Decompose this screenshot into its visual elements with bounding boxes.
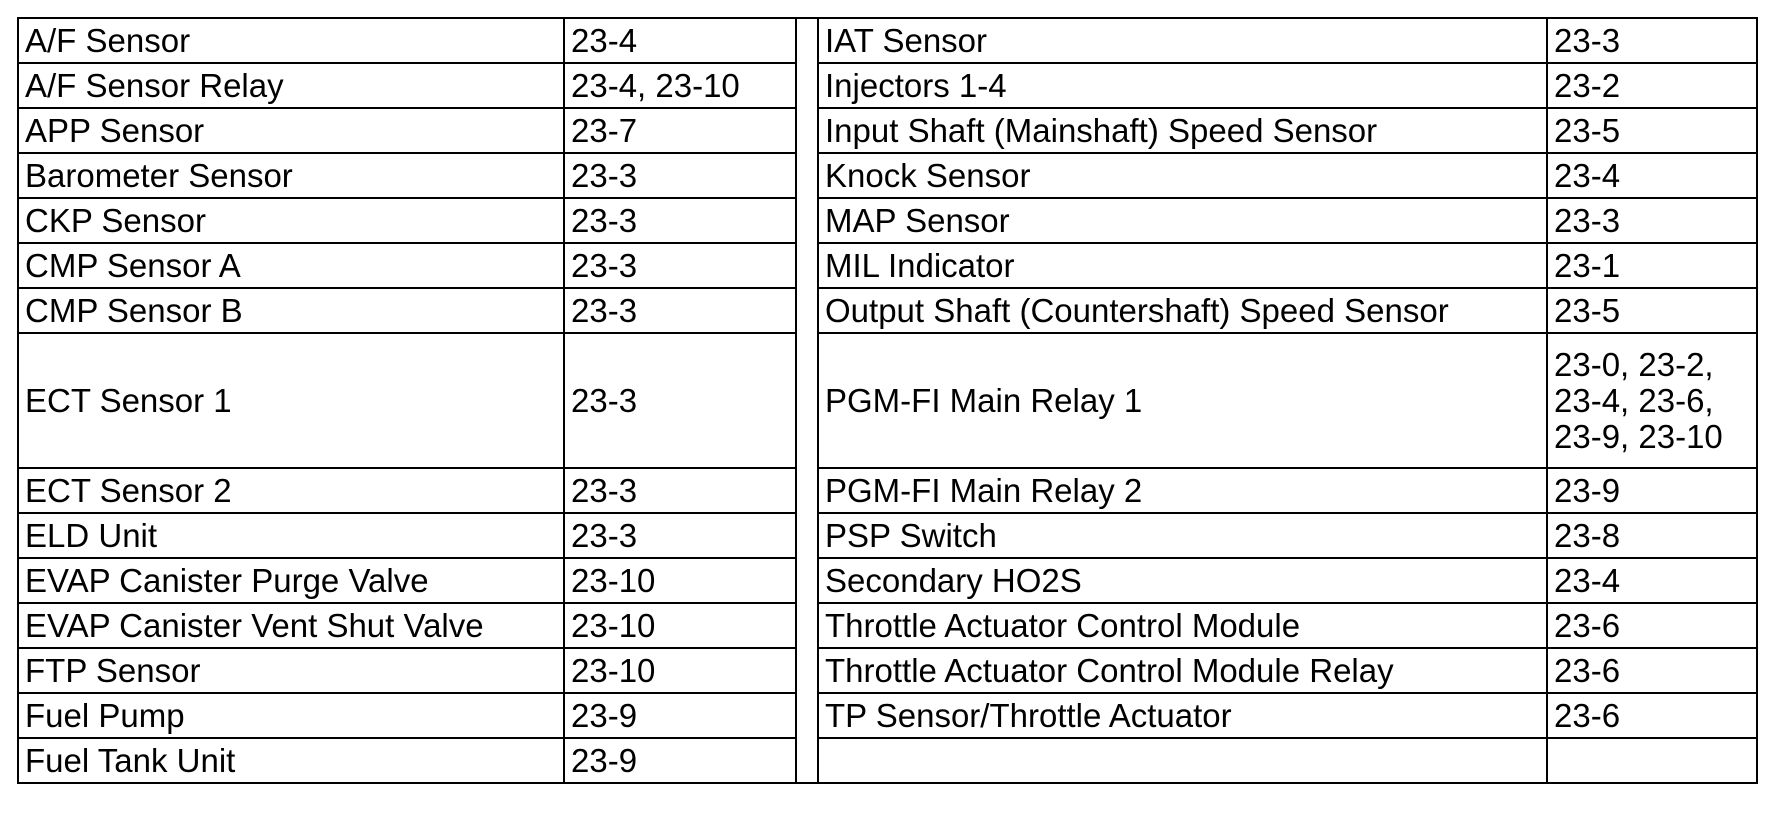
column-gap [796, 198, 818, 243]
right-component-cell: MIL Indicator [818, 243, 1547, 288]
right-ref-cell [1547, 738, 1757, 783]
left-component-cell: Fuel Pump [18, 693, 564, 738]
left-ref-cell: 23-3 [564, 513, 796, 558]
table-row [18, 63, 1757, 108]
left-component-cell: A/F Sensor [18, 18, 564, 63]
component-index-table [17, 17, 1758, 784]
right-ref-cell: 23-9 [1547, 468, 1757, 513]
right-component-cell: MAP Sensor [818, 198, 1547, 243]
left-ref-cell: 23-3 [564, 243, 796, 288]
right-component-cell: Injectors 1-4 [818, 63, 1547, 108]
left-ref-cell: 23-10 [564, 603, 796, 648]
table-row [18, 468, 1757, 513]
left-component-cell: Fuel Tank Unit [18, 738, 564, 783]
left-component-cell: CMP Sensor A [18, 243, 564, 288]
column-gap [796, 243, 818, 288]
right-component-cell: IAT Sensor [818, 18, 1547, 63]
right-component-cell: Secondary HO2S [818, 558, 1547, 603]
right-component-cell: PGM-FI Main Relay 1 [818, 333, 1547, 468]
table-row [18, 603, 1757, 648]
column-gap [796, 108, 818, 153]
column-gap [796, 63, 818, 108]
table-row [18, 333, 1757, 468]
left-ref-cell: 23-4 [564, 18, 796, 63]
table-row [18, 243, 1757, 288]
left-component-cell: APP Sensor [18, 108, 564, 153]
column-gap [796, 468, 818, 513]
table-row [18, 153, 1757, 198]
table-row [18, 558, 1757, 603]
table-row [18, 108, 1757, 153]
right-component-cell: Knock Sensor [818, 153, 1547, 198]
left-ref-cell: 23-3 [564, 333, 796, 468]
column-gap [796, 333, 818, 468]
left-ref-cell: 23-7 [564, 108, 796, 153]
left-component-cell: ELD Unit [18, 513, 564, 558]
right-ref-cell: 23-5 [1547, 108, 1757, 153]
component-index-body [18, 18, 1757, 783]
left-ref-cell: 23-9 [564, 738, 796, 783]
column-gap [796, 18, 818, 63]
left-ref-cell: 23-10 [564, 648, 796, 693]
left-component-cell: A/F Sensor Relay [18, 63, 564, 108]
left-ref-cell: 23-10 [564, 558, 796, 603]
table-row [18, 513, 1757, 558]
left-component-cell: ECT Sensor 2 [18, 468, 564, 513]
right-ref-cell: 23-3 [1547, 198, 1757, 243]
left-component-cell: CMP Sensor B [18, 288, 564, 333]
column-gap [796, 558, 818, 603]
right-component-cell [818, 738, 1547, 783]
column-gap [796, 693, 818, 738]
column-gap [796, 153, 818, 198]
right-ref-cell: 23-6 [1547, 648, 1757, 693]
right-ref-cell: 23-5 [1547, 288, 1757, 333]
table-row [18, 198, 1757, 243]
left-component-cell: EVAP Canister Purge Valve [18, 558, 564, 603]
table-row [18, 288, 1757, 333]
right-ref-cell: 23-0, 23-2, 23-4, 23-6, 23-9, 23-10 [1547, 333, 1757, 468]
left-ref-cell: 23-3 [564, 288, 796, 333]
right-component-cell: Throttle Actuator Control Module Relay [818, 648, 1547, 693]
right-ref-cell: 23-2 [1547, 63, 1757, 108]
left-ref-cell: 23-3 [564, 468, 796, 513]
left-component-cell: EVAP Canister Vent Shut Valve [18, 603, 564, 648]
left-ref-cell: 23-3 [564, 153, 796, 198]
left-component-cell: FTP Sensor [18, 648, 564, 693]
right-component-cell: PSP Switch [818, 513, 1547, 558]
table-row [18, 18, 1757, 63]
left-component-cell: CKP Sensor [18, 198, 564, 243]
right-ref-cell: 23-6 [1547, 603, 1757, 648]
right-ref-cell: 23-3 [1547, 18, 1757, 63]
right-component-cell: Output Shaft (Countershaft) Speed Sensor [818, 288, 1547, 333]
column-gap [796, 288, 818, 333]
left-component-cell: ECT Sensor 1 [18, 333, 564, 468]
right-ref-cell: 23-8 [1547, 513, 1757, 558]
column-gap [796, 738, 818, 783]
right-ref-cell: 23-1 [1547, 243, 1757, 288]
left-ref-cell: 23-3 [564, 198, 796, 243]
right-component-cell: PGM-FI Main Relay 2 [818, 468, 1547, 513]
left-ref-cell: 23-4, 23-10 [564, 63, 796, 108]
right-ref-cell: 23-6 [1547, 693, 1757, 738]
right-component-cell: Input Shaft (Mainshaft) Speed Sensor [818, 108, 1547, 153]
right-ref-cell: 23-4 [1547, 153, 1757, 198]
column-gap [796, 648, 818, 693]
left-component-cell: Barometer Sensor [18, 153, 564, 198]
right-ref-cell: 23-4 [1547, 558, 1757, 603]
column-gap [796, 603, 818, 648]
table-row [18, 648, 1757, 693]
right-component-cell: Throttle Actuator Control Module [818, 603, 1547, 648]
table-row [18, 693, 1757, 738]
table-row [18, 738, 1757, 783]
right-component-cell: TP Sensor/Throttle Actuator [818, 693, 1547, 738]
left-ref-cell: 23-9 [564, 693, 796, 738]
column-gap [796, 513, 818, 558]
